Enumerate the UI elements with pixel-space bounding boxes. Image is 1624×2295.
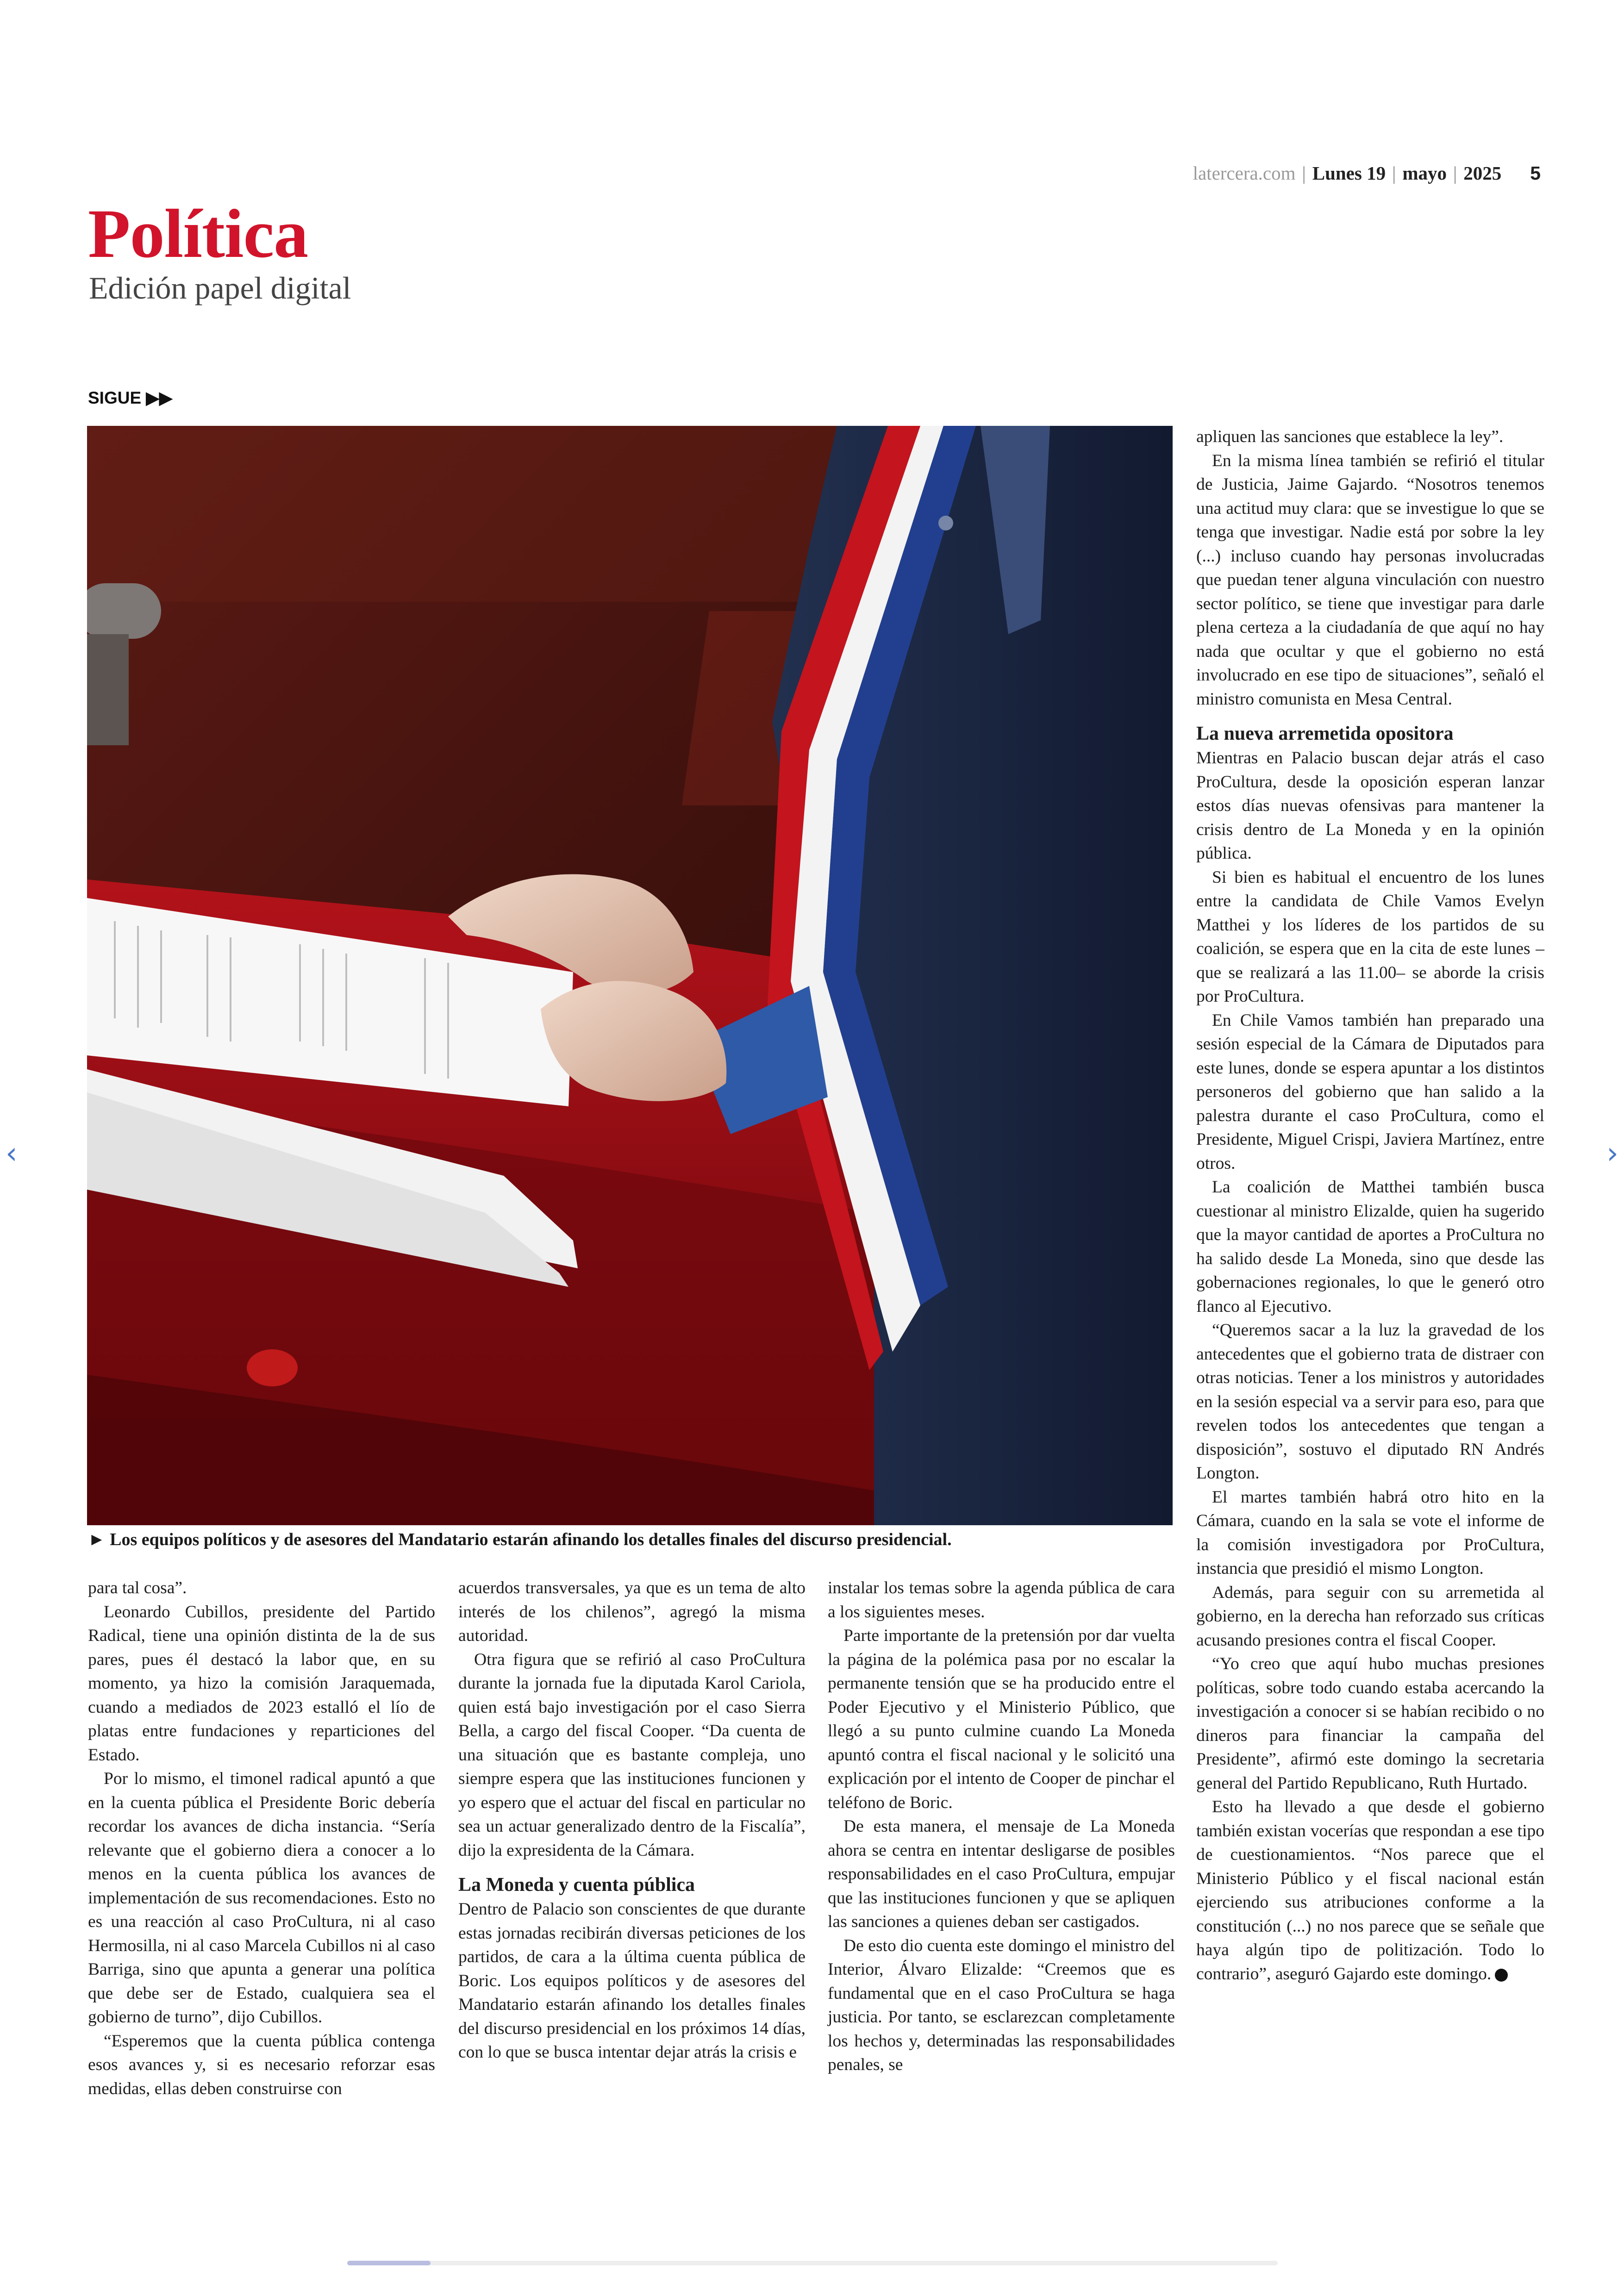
header-month: mayo [1402,162,1447,184]
header-separator: | [1392,162,1396,184]
paragraph: apliquen las sanciones que establece la ley”. [1196,427,1504,446]
section-title: Política [88,195,308,272]
header-separator: | [1302,162,1306,184]
article-column-1 [88,1576,435,2101]
sigue-label: SIGUE ▶▶ [88,388,173,407]
paragraph: La coalición de Matthei también busca cuestionar al ministro Elizalde, quien ha sugerido que la mayor cantidad de aportes a ProCultura no ha salido desde La Moneda, sino que desde las gobernaciones regionales, lo que le generó otro flanco al Ejecutivo. [1196,1178,1544,1316]
page-number: 5 [1530,162,1541,184]
paragraph: “Yo creo que aquí hubo muchas presiones políticas, sobre todo cuando estaba acercando la investigación a conocer si se habían recibido o no dineros para financiar la campaña del Presidente”, afirmó este domingo la secretaria general del Partido Republicano, Ruth Hurtado. [1196,1654,1544,1793]
paragraph: Leonardo Cubillos, presidente del Partido Radical, tiene una opinión distinta de la de sus pares, pues él destacó la labor que, en su momento, ya hizo la comisión Jaraquemada, cuando a mediados de 2023 estalló el lío de platas entre fundaciones y reparticiones del Estado. [88,1602,435,1765]
next-page-chevron-icon[interactable]: › [1606,1136,1618,1171]
paragraph: Parte importante de la pretensión por dar vuelta la página de la polémica pasa por no escalar la permanente tensión que se ha producido entre el Poder Ejecutivo y el Ministerio Público, que llegó a su punto culmine cuando La Moneda apuntó contra el fiscal nacional y le solicitó una explicación por el intento de Cooper de pinchar el teléfono de Boric. [828,1626,1175,1812]
article-column-2 [458,1576,806,2064]
article-column-4 [1196,425,1544,1986]
suit-button [938,516,953,530]
article-column-3 [828,1576,1175,2077]
podium-button [247,1349,298,1386]
photo-caption: ► Los equipos políticos y de asesores del Mandatario estarán afinando los detalles finales del discurso presidencial. [88,1530,952,1549]
subheading: La nueva arremetida opositora [1196,723,1454,744]
paragraph: “Esperemos que la cuenta pública contenga esos avances y, si es necesario reforzar esas medidas, ellas deben construirse con [88,2031,435,2098]
paragraph: “Queremos sacar a la luz la gravedad de los antecedentes que el gobierno trata de distraer con otras noticias. Tener a los ministros y autoridades en la sesión especial va a servir para eso, para que revelen todos los antecedentes que tengan a disposición”, sostuvo el diputado RN Andrés Longton. [1196,1321,1544,1483]
site-name: latercera.com [1193,162,1296,184]
page-scrollbar-track[interactable] [347,2261,1278,2265]
paragraph: Otra figura que se refirió al caso ProCultura durante la jornada fue la diputada Karol Cariola, quien está bajo investigación por el caso Sierra Bella, a cargo del fiscal Cooper. “Da cuenta de una situación que es bastante compleja, uno siempre espera que las instituciones funcionen y yo espero que el actuar del fiscal en particular no sea un actuar generalizado dentro de la Fiscalía”, dijo la expresidenta de la Cámara. [458,1650,806,1860]
paragraph: En Chile Vamos también han preparado una sesión especial de la Cámara de Diputados para este lunes, donde se espera apuntar a los distintos personeros del gobierno que han salido a la palestra durante el caso ProCultura, como el Presidente, Miguel Crispi, Javiera Martínez, entre otros. [1196,1010,1544,1173]
paragraph-text: Esto ha llevado a que desde el gobierno también existan vocerías que respondan a ese tipo de cuestionamientos. “Nos parece que el Ministerio Público y el fiscal nacional están ejerciendo sus atribuciones conforme a la constitución (...) no nos parece que se señale que haya algún tipo de politización. Todo lo contrario”, aseguró Gajardo este domingo. [1196,1797,1544,1983]
subheading: La Moneda y cuenta pública [458,1874,695,1896]
paragraph: Por lo mismo, el timonel radical apuntó a que en la cuenta pública el Presidente Boric debería recordar los avances de dicha instancia. “Sería relevante que el gobierno diera a conocer a lo menos en la cuenta pública los avances de implementación de sus recomendaciones. Esto no es una reacción al caso ProCultura, ni al caso Hermosilla, ni al caso Marcela Cubillos ni al caso Barriga, sino que apunta a generar una política que debe ser de Estado, cualquiera sea el gobierno de turno”, dijo Cubillos. [88,1769,435,2027]
paragraph: En la misma línea también se refirió el titular de Justicia, Jaime Gajardo. “Nosotros tenemos una actitud muy clara: que se investigue lo que se tenga que investigar. Nadie está por sobre la ley (...) incluso cuando hay personas involucradas que puedan tener alguna vinculación con nuestro sector político, se tiene que investigar para darle plena certeza a la ciudadanía de que aquí no hay nada que ocultar y que el gobierno no está involucrado en ese tipo de situaciones”, señaló el ministro comunista en Mesa Central. [1196,451,1544,709]
paragraph: El martes también habrá otro hito en la Cámara, cuando en la sala se vote el informe de la comisión investigadora por ProCultura, instancia que presidió el mismo Longton. [1196,1487,1544,1578]
paragraph: Mientras en Palacio buscan dejar atrás el caso ProCultura, desde la oposición esperan lanzar estos días nuevas ofensivas para mantener la crisis dentro de La Moneda y en la opinión pública. [1196,748,1544,863]
page-header [1193,162,1541,184]
paragraph: De esta manera, el mensaje de La Moneda ahora se centra en intentar desligarse de posibles responsabilidades en el caso ProCultura, empujar que las instituciones funcionen y que se apliquen las sanciones a quienes deban ser castigados. [828,1817,1175,1931]
paragraph: Si bien es habitual el encuentro de los lunes entre la candidata de Chile Vamos Evelyn Matthei y los líderes de los partidos de su coalición, se espera que en la cita de este lunes –que se realizará a las 11.00– se aborde la crisis por ProCultura. [1196,867,1544,1006]
paragraph: para tal cosa”. [88,1578,187,1597]
paragraph: Dentro de Palacio son conscientes de que durante estas jornadas recibirán diversas peticiones de los partidos, de cara a la última cuenta pública de Boric. Los equipos políticos y de asesores del Mandatario estarán afinando los detalles finales del discurso presidencial en los próximos 14 días, con lo que se busca intentar dejar atrás la crisis e [458,1900,806,2062]
header-year: 2025 [1463,162,1502,184]
podium-photo-illustration [87,426,1173,1525]
paragraph [1196,1795,1544,1986]
header-separator: | [1453,162,1457,184]
previous-page-chevron-icon[interactable]: ‹ [6,1136,18,1171]
end-of-article-bullet-icon [1495,1969,1508,1982]
section-subtitle: Edición papel digital [89,270,351,306]
article-photo [87,426,1173,1525]
paragraph: Además, para seguir con su arremetida al gobierno, en la derecha han reforzado sus críticas acusando presiones contra el fiscal Cooper. [1196,1583,1544,1650]
paragraph: De esto dio cuenta este domingo el ministro del Interior, Álvaro Elizalde: “Creemos que es fundamental que en el caso ProCultura se haga justicia. Por tanto, se esclarezcan completamente los hechos y, determinadas las responsabilidades penales, se [828,1936,1175,2074]
header-day: Lunes 19 [1312,162,1386,184]
page-scrollbar-thumb[interactable] [347,2261,431,2265]
paragraph: acuerdos transversales, ya que es un tema de alto interés de los chilenos”, agregó la misma autoridad. [458,1578,806,1645]
paragraph: instalar los temas sobre la agenda pública de cara a los siguientes meses. [828,1578,1175,1621]
